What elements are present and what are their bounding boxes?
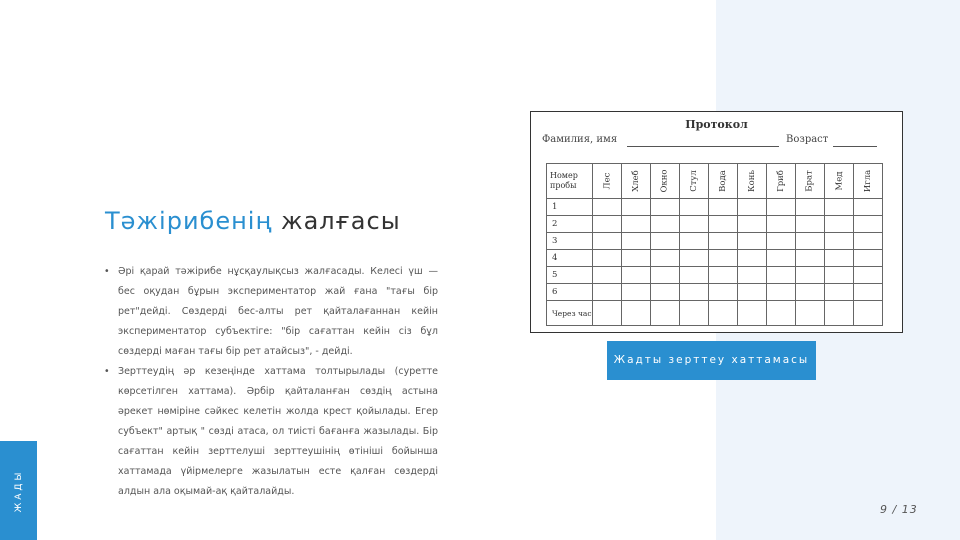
slide-title-rest: жалғасы	[272, 207, 401, 235]
protocol-cell	[767, 284, 796, 301]
protocol-row	[547, 284, 883, 301]
section-tab-label: ЖАДЫ	[13, 469, 24, 512]
protocol-cell	[622, 284, 651, 301]
protocol-column-header: Брат	[796, 164, 825, 199]
protocol-row-label: Через час	[547, 301, 593, 326]
protocol-cell	[651, 216, 680, 233]
protocol-cell	[593, 284, 622, 301]
protocol-cell	[593, 250, 622, 267]
protocol-name-label: Фамилия, имя	[542, 134, 618, 145]
protocol-cell	[796, 216, 825, 233]
protocol-cell	[796, 267, 825, 284]
protocol-cell	[825, 199, 854, 216]
protocol-cell	[854, 301, 883, 326]
protocol-row	[547, 250, 883, 267]
protocol-cell	[651, 284, 680, 301]
bullet-list	[104, 262, 438, 502]
protocol-cell	[796, 199, 825, 216]
protocol-column-header: Стул	[680, 164, 709, 199]
protocol-cell	[593, 233, 622, 250]
protocol-title: Протокол	[685, 118, 748, 131]
slide-title-accent: Тәжірибенің	[105, 207, 273, 235]
protocol-cell	[738, 216, 767, 233]
protocol-row-label: 3	[547, 233, 593, 250]
protocol-cell	[825, 233, 854, 250]
protocol-cell	[796, 284, 825, 301]
protocol-cell	[854, 250, 883, 267]
protocol-cell	[651, 250, 680, 267]
protocol-cell	[854, 267, 883, 284]
protocol-cell	[593, 301, 622, 326]
section-tab	[0, 441, 37, 540]
protocol-column-header: Конь	[738, 164, 767, 199]
protocol-row-label: 1	[547, 199, 593, 216]
protocol-row	[547, 267, 883, 284]
protocol-cell	[651, 267, 680, 284]
protocol-cell	[825, 301, 854, 326]
protocol-cell	[796, 233, 825, 250]
bullet-item: • Зерттеудің әр кезеңінде хаттама толтырылады (суретте көрсетілген хаттама). Әрбір қайталанған сөздің астына әрекет нөміріне сәйкес келетін жолда крест қойылады. Егер субъект" артық " сөзді атаса, ол тиісті бағанға жазылады. Бір сағаттан кейін зерттелуші зерттеушінің өтініші бойынша хаттамада үйірмелерге жазылатын есте қалған сөздерді алдын ала оқымай-ақ қайталайды.	[104, 362, 438, 502]
protocol-cell	[709, 233, 738, 250]
protocol-cell	[709, 267, 738, 284]
protocol-cell	[825, 284, 854, 301]
protocol-row	[547, 216, 883, 233]
protocol-cell	[651, 233, 680, 250]
protocol-row-label: 5	[547, 267, 593, 284]
page-number: 9 / 13	[880, 503, 918, 516]
protocol-table	[546, 163, 883, 326]
protocol-cell	[593, 216, 622, 233]
protocol-cell	[854, 284, 883, 301]
protocol-cell	[680, 216, 709, 233]
protocol-column-header: Хлеб	[622, 164, 651, 199]
protocol-column-header: Игла	[854, 164, 883, 199]
protocol-cell	[796, 301, 825, 326]
protocol-cell	[680, 284, 709, 301]
protocol-cell	[622, 267, 651, 284]
protocol-cell	[622, 250, 651, 267]
protocol-cell	[709, 199, 738, 216]
protocol-cell	[709, 250, 738, 267]
protocol-cell	[767, 267, 796, 284]
protocol-row	[547, 233, 883, 250]
protocol-cell	[767, 233, 796, 250]
protocol-cell	[738, 301, 767, 326]
protocol-cell	[738, 199, 767, 216]
protocol-column-header: Окно	[651, 164, 680, 199]
protocol-cell	[709, 216, 738, 233]
protocol-name-line	[627, 146, 779, 147]
protocol-row	[547, 199, 883, 216]
protocol-cell	[622, 199, 651, 216]
protocol-cell	[709, 301, 738, 326]
protocol-cell	[680, 301, 709, 326]
protocol-cell	[854, 233, 883, 250]
protocol-cell	[622, 233, 651, 250]
protocol-row-label: 4	[547, 250, 593, 267]
protocol-cell	[796, 250, 825, 267]
protocol-cell	[680, 250, 709, 267]
protocol-cell	[738, 267, 767, 284]
protocol-cell	[680, 233, 709, 250]
slide-title	[105, 207, 401, 235]
protocol-age-line	[833, 146, 877, 147]
protocol-column-header: Мед	[825, 164, 854, 199]
protocol-cell	[738, 284, 767, 301]
protocol-cell	[825, 250, 854, 267]
protocol-cell	[680, 267, 709, 284]
protocol-cell	[767, 199, 796, 216]
protocol-column-header: Вода	[709, 164, 738, 199]
protocol-column-header: Лес	[593, 164, 622, 199]
protocol-cell	[651, 199, 680, 216]
protocol-cell	[593, 267, 622, 284]
protocol-caption: Жадты зерттеу хаттамасы	[607, 341, 816, 380]
protocol-cell	[622, 216, 651, 233]
protocol-cell	[767, 216, 796, 233]
protocol-cell	[709, 284, 738, 301]
protocol-header-first: Номер пробы	[547, 164, 593, 199]
protocol-age-label: Возраст	[786, 134, 829, 145]
protocol-cell	[651, 301, 680, 326]
protocol-cell	[767, 301, 796, 326]
protocol-cell	[680, 199, 709, 216]
protocol-cell	[825, 267, 854, 284]
protocol-cell	[738, 250, 767, 267]
protocol-cell	[854, 216, 883, 233]
protocol-cell	[738, 233, 767, 250]
protocol-cell	[622, 301, 651, 326]
protocol-cell	[767, 250, 796, 267]
protocol-image	[530, 111, 903, 333]
protocol-row	[547, 301, 883, 326]
protocol-row-label: 2	[547, 216, 593, 233]
bullet-item: • Әрі қарай тәжірибе нұсқаулықсыз жалғасады. Келесі үш — бес оқудан бұрын экспериментатор жай ғана "тағы бір рет"дейді. Сөздерді бес-алты рет қайталағаннан кейін экспериментатор субъектіге: "бір сағаттан кейін сіз бұл сөздерді маған тағы бір рет атайсыз", - дейді.	[104, 262, 438, 362]
protocol-cell	[825, 216, 854, 233]
protocol-cell	[854, 199, 883, 216]
protocol-row-label: 6	[547, 284, 593, 301]
protocol-column-header: Гриб	[767, 164, 796, 199]
protocol-header-row	[547, 164, 883, 199]
protocol-cell	[593, 199, 622, 216]
